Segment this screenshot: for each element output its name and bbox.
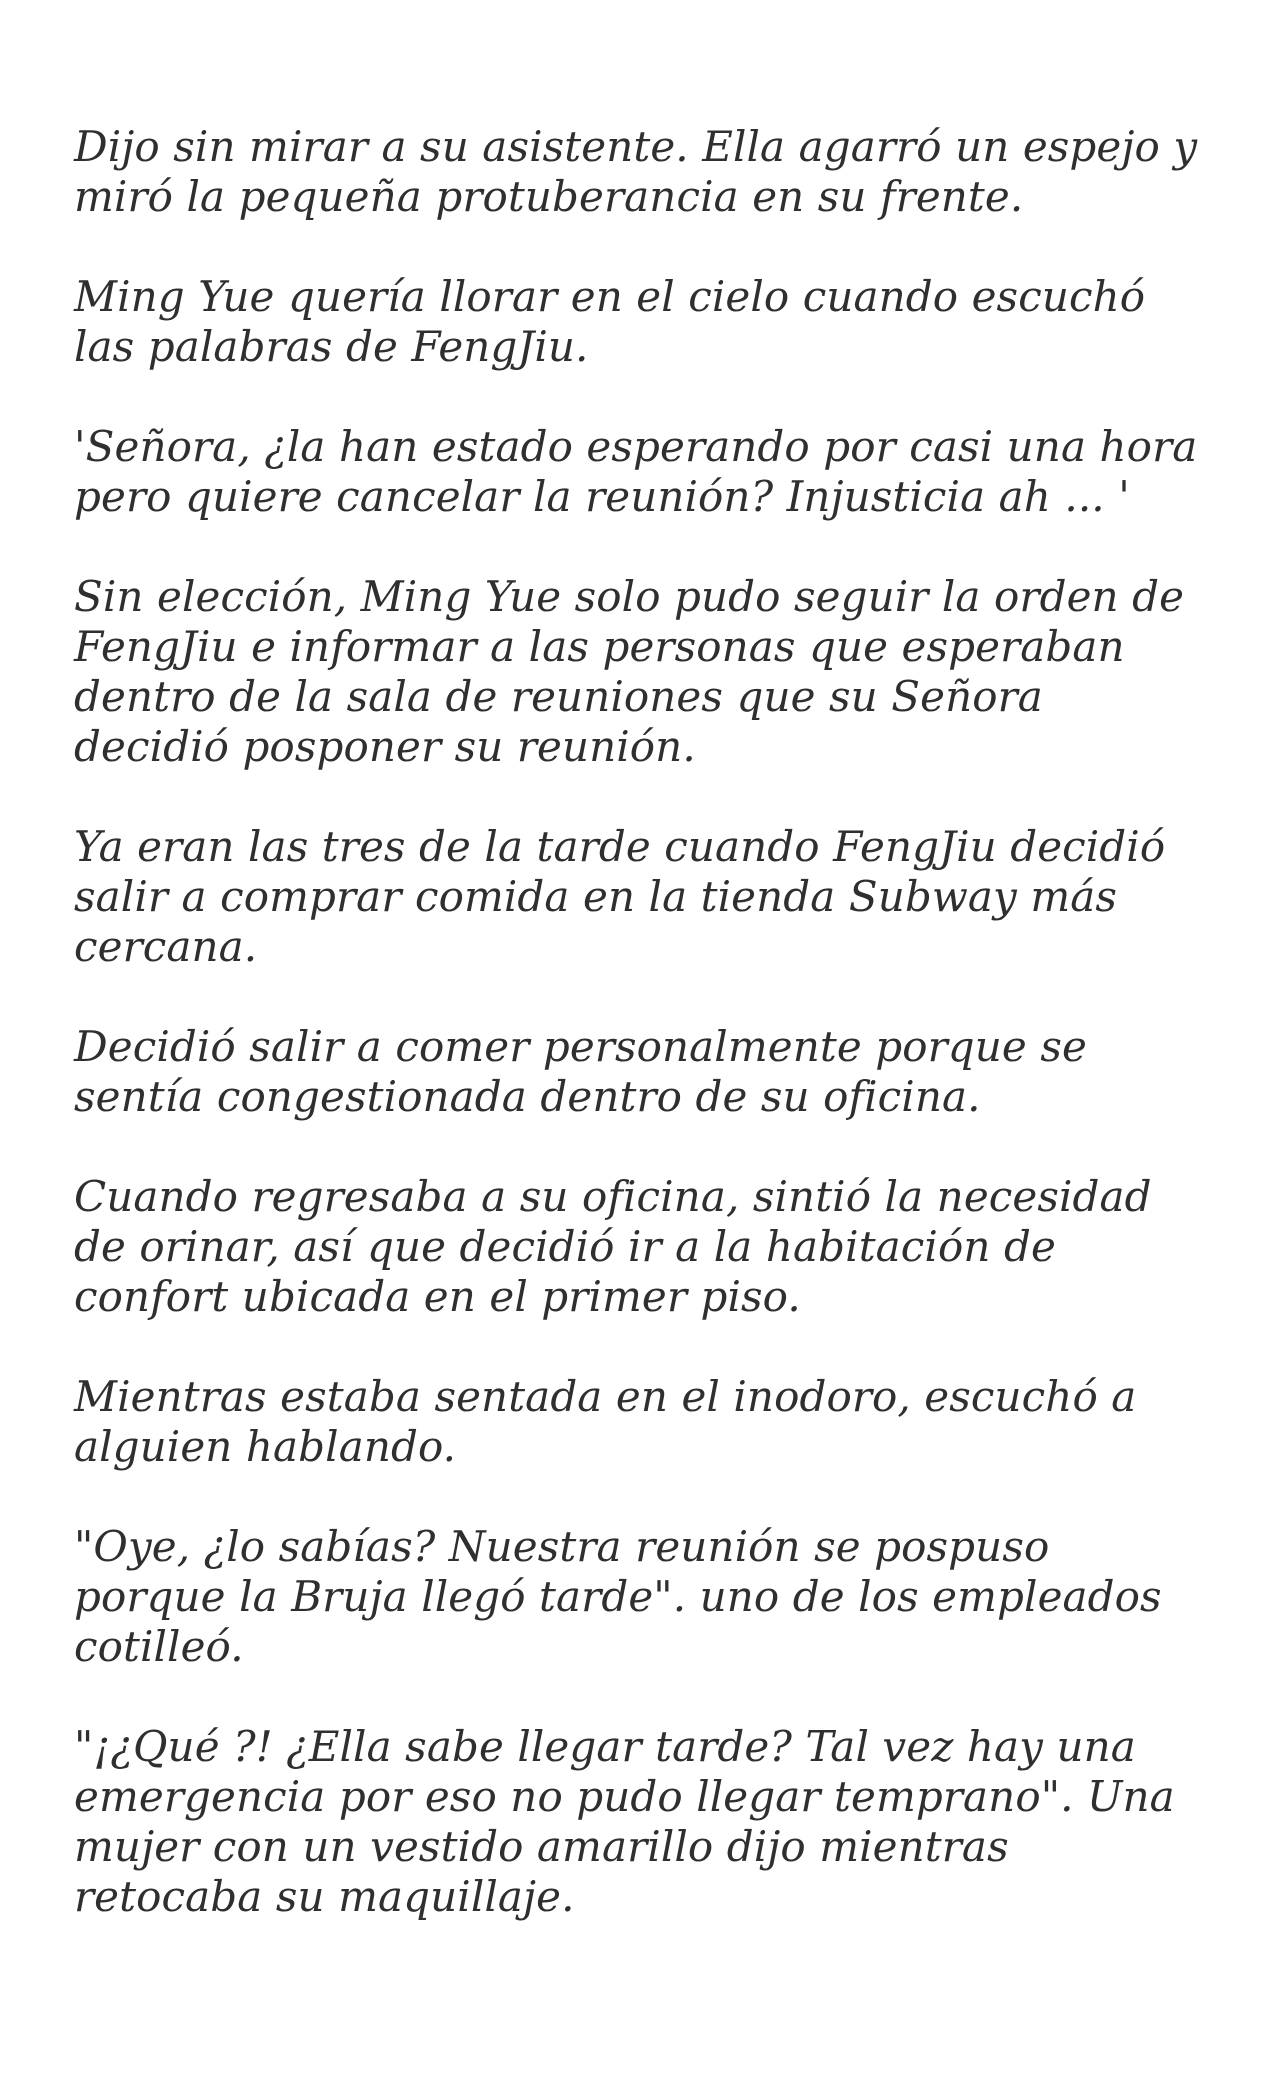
- story-paragraph-4: Sin elección, Ming Yue solo pudo seguir la orden de FengJiu e informar a las personas que esperaban dentro de la sala de reuniones que su Señora decidió posponer su reunión.: [74, 572, 1185, 771]
- story-paragraph-10: "¡¿Qué ?! ¿Ella sabe llegar tarde? Tal vez hay una emergencia por eso no pudo llegar temprano". Una mujer con un vestido amarillo dijo mientras retocaba su maquillaje.: [74, 1722, 1175, 1921]
- story-paragraph-6: Decidió salir a comer personalmente porque se sentía congestionada dentro de su oficina.: [74, 1022, 1087, 1121]
- story-paragraph-9: "Oye, ¿lo sabías? Nuestra reunión se pospuso porque la Bruja llegó tarde". uno de los empleados cotilleó.: [74, 1522, 1162, 1671]
- story-paragraph-3: 'Señora, ¿la han estado esperando por casi una hora pero quiere cancelar la reunión? Injusticia ah ... ': [74, 422, 1198, 521]
- story-paragraph-8: Mientras estaba sentada en el inodoro, escuchó a alguien hablando.: [74, 1372, 1137, 1471]
- story-paragraph-2: Ming Yue quería llorar en el cielo cuando escuchó las palabras de FengJiu.: [74, 272, 1146, 371]
- story-paragraph-7: Cuando regresaba a su oficina, sintió la necesidad de orinar, así que decidió ir a la habitación de confort ubicada en el primer piso.: [74, 1172, 1152, 1321]
- story-paragraph-5: Ya eran las tres de la tarde cuando FengJiu decidió salir a comprar comida en la tienda Subway más cercana.: [74, 822, 1166, 971]
- story-text: [74, 122, 1205, 1922]
- story-paragraph-1: Dijo sin mirar a su asistente. Ella agarró un espejo y miró la pequeña protuberancia en su frente.: [74, 122, 1198, 221]
